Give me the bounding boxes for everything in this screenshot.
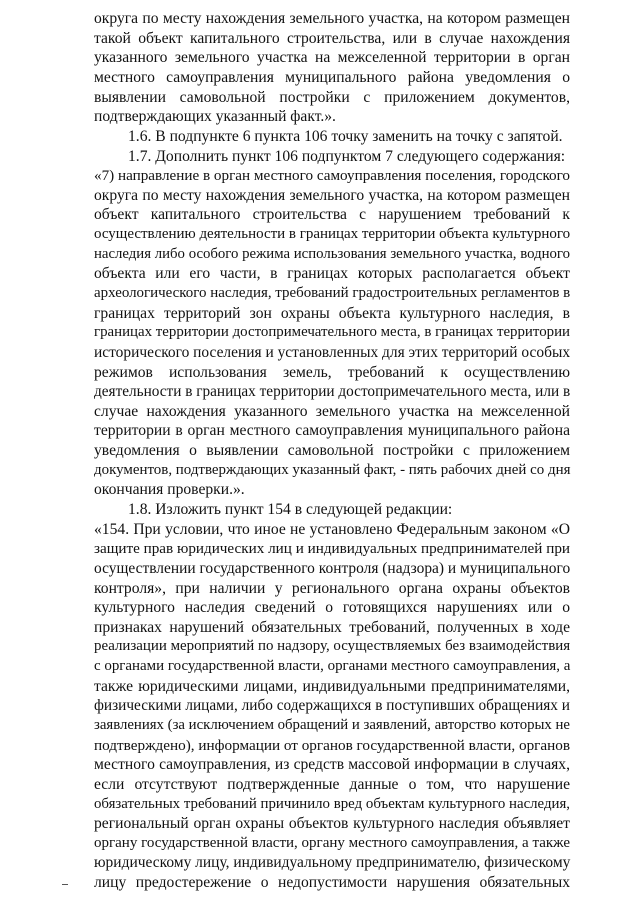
text-line: указанного земельного участка на межселенной территории в орган xyxy=(94,49,570,67)
text-line: 1.6. В подпункте 6 пункта 106 точку заменить на точку с запятой. xyxy=(128,127,563,145)
text-line: «7) направление в орган местного самоуправления поселения, городского xyxy=(94,167,570,185)
text-line: юридическому лицу, индивидуальному предпринимателю, физическому xyxy=(94,854,571,872)
text-line: органу государственной власти, органу местного самоуправления, а также xyxy=(94,834,570,851)
text-line: «154. При условии, что иное не установлено Федеральным законом «О xyxy=(94,520,570,538)
text-line: археологического наследия, требований градостроительных регламентов в xyxy=(94,284,571,301)
text-line: местного самоуправления муниципального района уведомления о xyxy=(94,68,570,86)
text-line: случае нахождения указанного земельного участка на межселенной xyxy=(94,402,570,420)
text-line: осуществлении государственного контроля (надзора) и муниципального xyxy=(94,559,571,577)
text-line: границах территории достопримечательного места, в границах территории xyxy=(94,324,570,341)
text-line: документов, подтверждающих указанный факт, - пять рабочих дней со дня xyxy=(94,461,571,478)
text-line: выявлении самовольной постройки с приложением документов, xyxy=(94,88,570,106)
text-line: объекта или его части, в границах которых располагается объект xyxy=(94,265,570,283)
text-line: с органами государственной власти, органами местного самоуправления, а xyxy=(94,658,571,674)
text-line: 1.8. Изложить пункт 154 в следующей редакции: xyxy=(128,500,453,518)
text-line: уведомления о выявлении самовольной постройки с приложением xyxy=(94,442,570,459)
text-line: культурного наследия сведений о готовящихся нарушениях или о xyxy=(94,599,570,617)
page-edge-mark xyxy=(62,884,68,885)
text-line: контроля», при наличии у регионального органа охраны объектов xyxy=(94,579,570,597)
text-line: обязательных требований причинило вред объектам культурного наследия, xyxy=(94,795,570,812)
text-line: границах территорий зон охраны объекта культурного наследия, в xyxy=(94,304,570,322)
text-line: округа по месту нахождения земельного участка, на котором размещен xyxy=(94,10,570,27)
text-line: признаках нарушений обязательных требований, полученных в ходе xyxy=(94,618,570,636)
text-line: местного самоуправления, из средств массовой информации в случаях, xyxy=(94,756,570,774)
text-line: заявлениях (за исключением обращений и заявлений, авторство которых не xyxy=(94,716,570,733)
text-line: если отсутствуют подтвержденные данные о том, что нарушение xyxy=(94,775,570,793)
text-line: подтверждающих указанный факт.». xyxy=(94,108,336,126)
text-line: реализации мероприятий по надзору, осуществляемых без взаимодействия xyxy=(94,638,571,655)
text-line: окончания проверки.». xyxy=(94,481,245,499)
text-line: исторического поселения и установленных для этих территорий особых xyxy=(94,343,571,361)
text-line: 1.7. Дополнить пункт 106 подпунктом 7 следующего содержания: xyxy=(128,147,566,165)
text-line: режимов использования земель, требований к осуществлению xyxy=(94,363,570,381)
text-line: защите прав юридических лиц и индивидуальных предпринимателей при xyxy=(94,540,570,558)
text-line: подтверждено), информации от органов государственной власти, органов xyxy=(94,736,571,754)
text-line: наследия либо особого режима использования земельного участка, водного xyxy=(94,245,570,262)
text-line: территории в орган местного самоуправления муниципального района xyxy=(94,422,570,440)
text-line: деятельности в границах территории достопримечательного места, или в xyxy=(94,383,571,401)
text-line: осуществлению деятельности в границах территории объекта культурного xyxy=(94,226,571,242)
text-line: округа по месту нахождения земельного участка, на котором размещен xyxy=(94,186,570,204)
text-line: также юридическими лицами, индивидуальными предпринимателями, xyxy=(94,677,570,695)
text-line: такой объект капитального строительства, или в случае нахождения xyxy=(94,29,570,47)
text-line: лицу предостережение о недопустимости нарушения обязательных xyxy=(94,874,570,891)
text-line: физическими лицами, либо содержащихся в поступивших обращениях и xyxy=(94,697,570,715)
text-line: региональный орган охраны объектов культурного наследия объявляет xyxy=(94,815,570,833)
text-line: объект капитального строительства с нарушением требований к xyxy=(94,206,570,224)
